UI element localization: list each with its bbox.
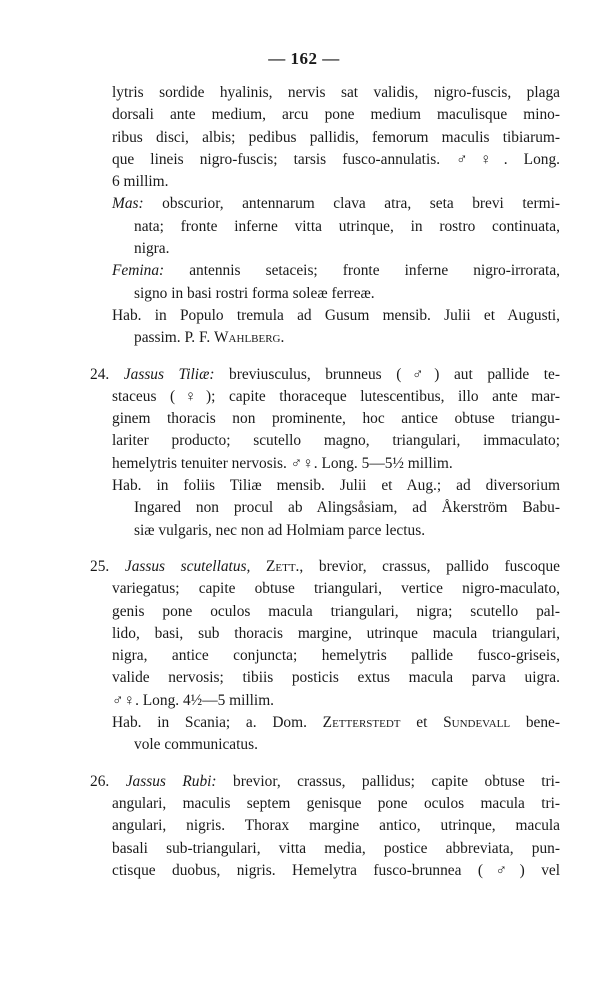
wahlberg-line: passim. P. F. Wahlberg. bbox=[134, 329, 285, 347]
text-line: angulari, maculis septem genisque pone oculos macula tri- bbox=[112, 794, 560, 812]
italic-term: Jassus Rubi: bbox=[125, 772, 217, 790]
author-name: Sundevall bbox=[443, 714, 511, 732]
text-line: nigra, antice conjuncta; hemelytris pallide fusco-griseis, bbox=[112, 647, 560, 665]
femina-line: Femina: antennis setaceis; fronte inferne nigro-irrorata, bbox=[112, 262, 560, 280]
text-line: staceus (♀); capite thoraceque lutescentibus, illo ante mar- bbox=[112, 387, 560, 405]
author-name: Wahlberg. bbox=[214, 329, 285, 347]
text-line: ♂♀. Long. 4½—5 millim. bbox=[112, 691, 275, 709]
text-line: que lineis nigro-fuscis; tarsis fusco-annulatis. ♂♀. Long. bbox=[112, 150, 560, 168]
entry-26-heading: 26. Jassus Rubi: brevior, crassus, pallidus; capite obtuse tri- bbox=[90, 772, 560, 790]
entry-number: 26. bbox=[90, 772, 126, 790]
author-name: Zetterstedt bbox=[322, 714, 401, 732]
text-line: variegatus; capite obtuse triangulari, vertice nigro-maculato, bbox=[112, 580, 560, 598]
author-name: Zett., bbox=[265, 557, 304, 575]
text-line: Hab. in Populo tremula ad Gusum mensib. Julii et Augusti, bbox=[112, 306, 560, 324]
italic-term: Femina: bbox=[112, 262, 165, 280]
text-line: 6 millim. bbox=[112, 173, 169, 191]
text-line: lariter producto; scutello magno, triangulari, immaculato; bbox=[112, 432, 560, 450]
text-line: Hab. in foliis Tiliæ mensib. Julii et Aug.; ad diversorium bbox=[112, 477, 560, 495]
text-line: basali sub-triangulari, vitta media, postice abbreviata, pun- bbox=[112, 839, 560, 857]
text-line: Ingared non procul ab Alingsåsiam, ad Åkerström Babu- bbox=[134, 499, 560, 517]
text-line: siæ vulgaris, nec non ad Holmiam parce lectus. bbox=[134, 521, 426, 539]
text-line: nata; fronte inferne vitta utrinque, in rostro continuata, bbox=[134, 217, 560, 235]
text-line: lido, basi, sub thoracis margine, utrinque macula triangulari, bbox=[112, 624, 560, 642]
text-line: nigra. bbox=[134, 240, 170, 258]
entry-25-heading: 25. Jassus scutellatus, Zett., brevior, crassus, pallido fuscoque bbox=[90, 557, 560, 575]
text-line: ginem thoracis non prominente, hoc antice obtuse triangu- bbox=[112, 410, 560, 428]
text-line: ctisque duobus, nigris. Hemelytra fusco-brunnea (♂) vel bbox=[112, 861, 560, 879]
entry-number: 25. bbox=[90, 557, 125, 575]
page-number: — 162 — bbox=[268, 49, 340, 68]
italic-term: Mas: bbox=[112, 195, 144, 213]
text-line: hemelytris tenuiter nervosis. ♂♀. Long. 5—5½ millim. bbox=[112, 454, 453, 472]
text-line: lytris sordide hyalinis, nervis sat validis, nigro-fuscis, plaga bbox=[112, 84, 560, 101]
zetterstedt-line: Hab. in Scania; a. Dom. Zetterstedt et Sundevall bene- bbox=[112, 714, 560, 732]
mas-line: Mas: obscurior, antennarum clava atra, seta brevi termi- bbox=[112, 195, 560, 213]
text-line: genis pone oculos macula triangulari, nigra; scutello pal- bbox=[112, 602, 560, 620]
text-line: ribus disci, albis; pedibus pallidis, femorum maculis tibiarum- bbox=[112, 128, 560, 146]
entry-24-heading: 24. Jassus Tiliæ: breviusculus, brunneus (♂) aut pallide te- bbox=[90, 365, 560, 383]
italic-term: Jassus Tiliæ: bbox=[123, 365, 215, 383]
italic-term: Jassus scutellatus, bbox=[124, 557, 251, 575]
text-line: vole communicatus. bbox=[134, 736, 258, 754]
entry-number: 24. bbox=[90, 365, 124, 383]
text-line: angulari, nigris. Thorax margine antico, utrinque, macula bbox=[112, 817, 560, 835]
text-line: valide nervosis; tibiis posticis extus macula parva uigra. bbox=[112, 669, 560, 687]
text-line: signo in basi rostri forma soleæ ferreæ. bbox=[134, 284, 375, 302]
body-text bbox=[90, 82, 560, 882]
text-line: dorsali ante medium, arcu pone medium maculisque mino- bbox=[112, 106, 560, 124]
